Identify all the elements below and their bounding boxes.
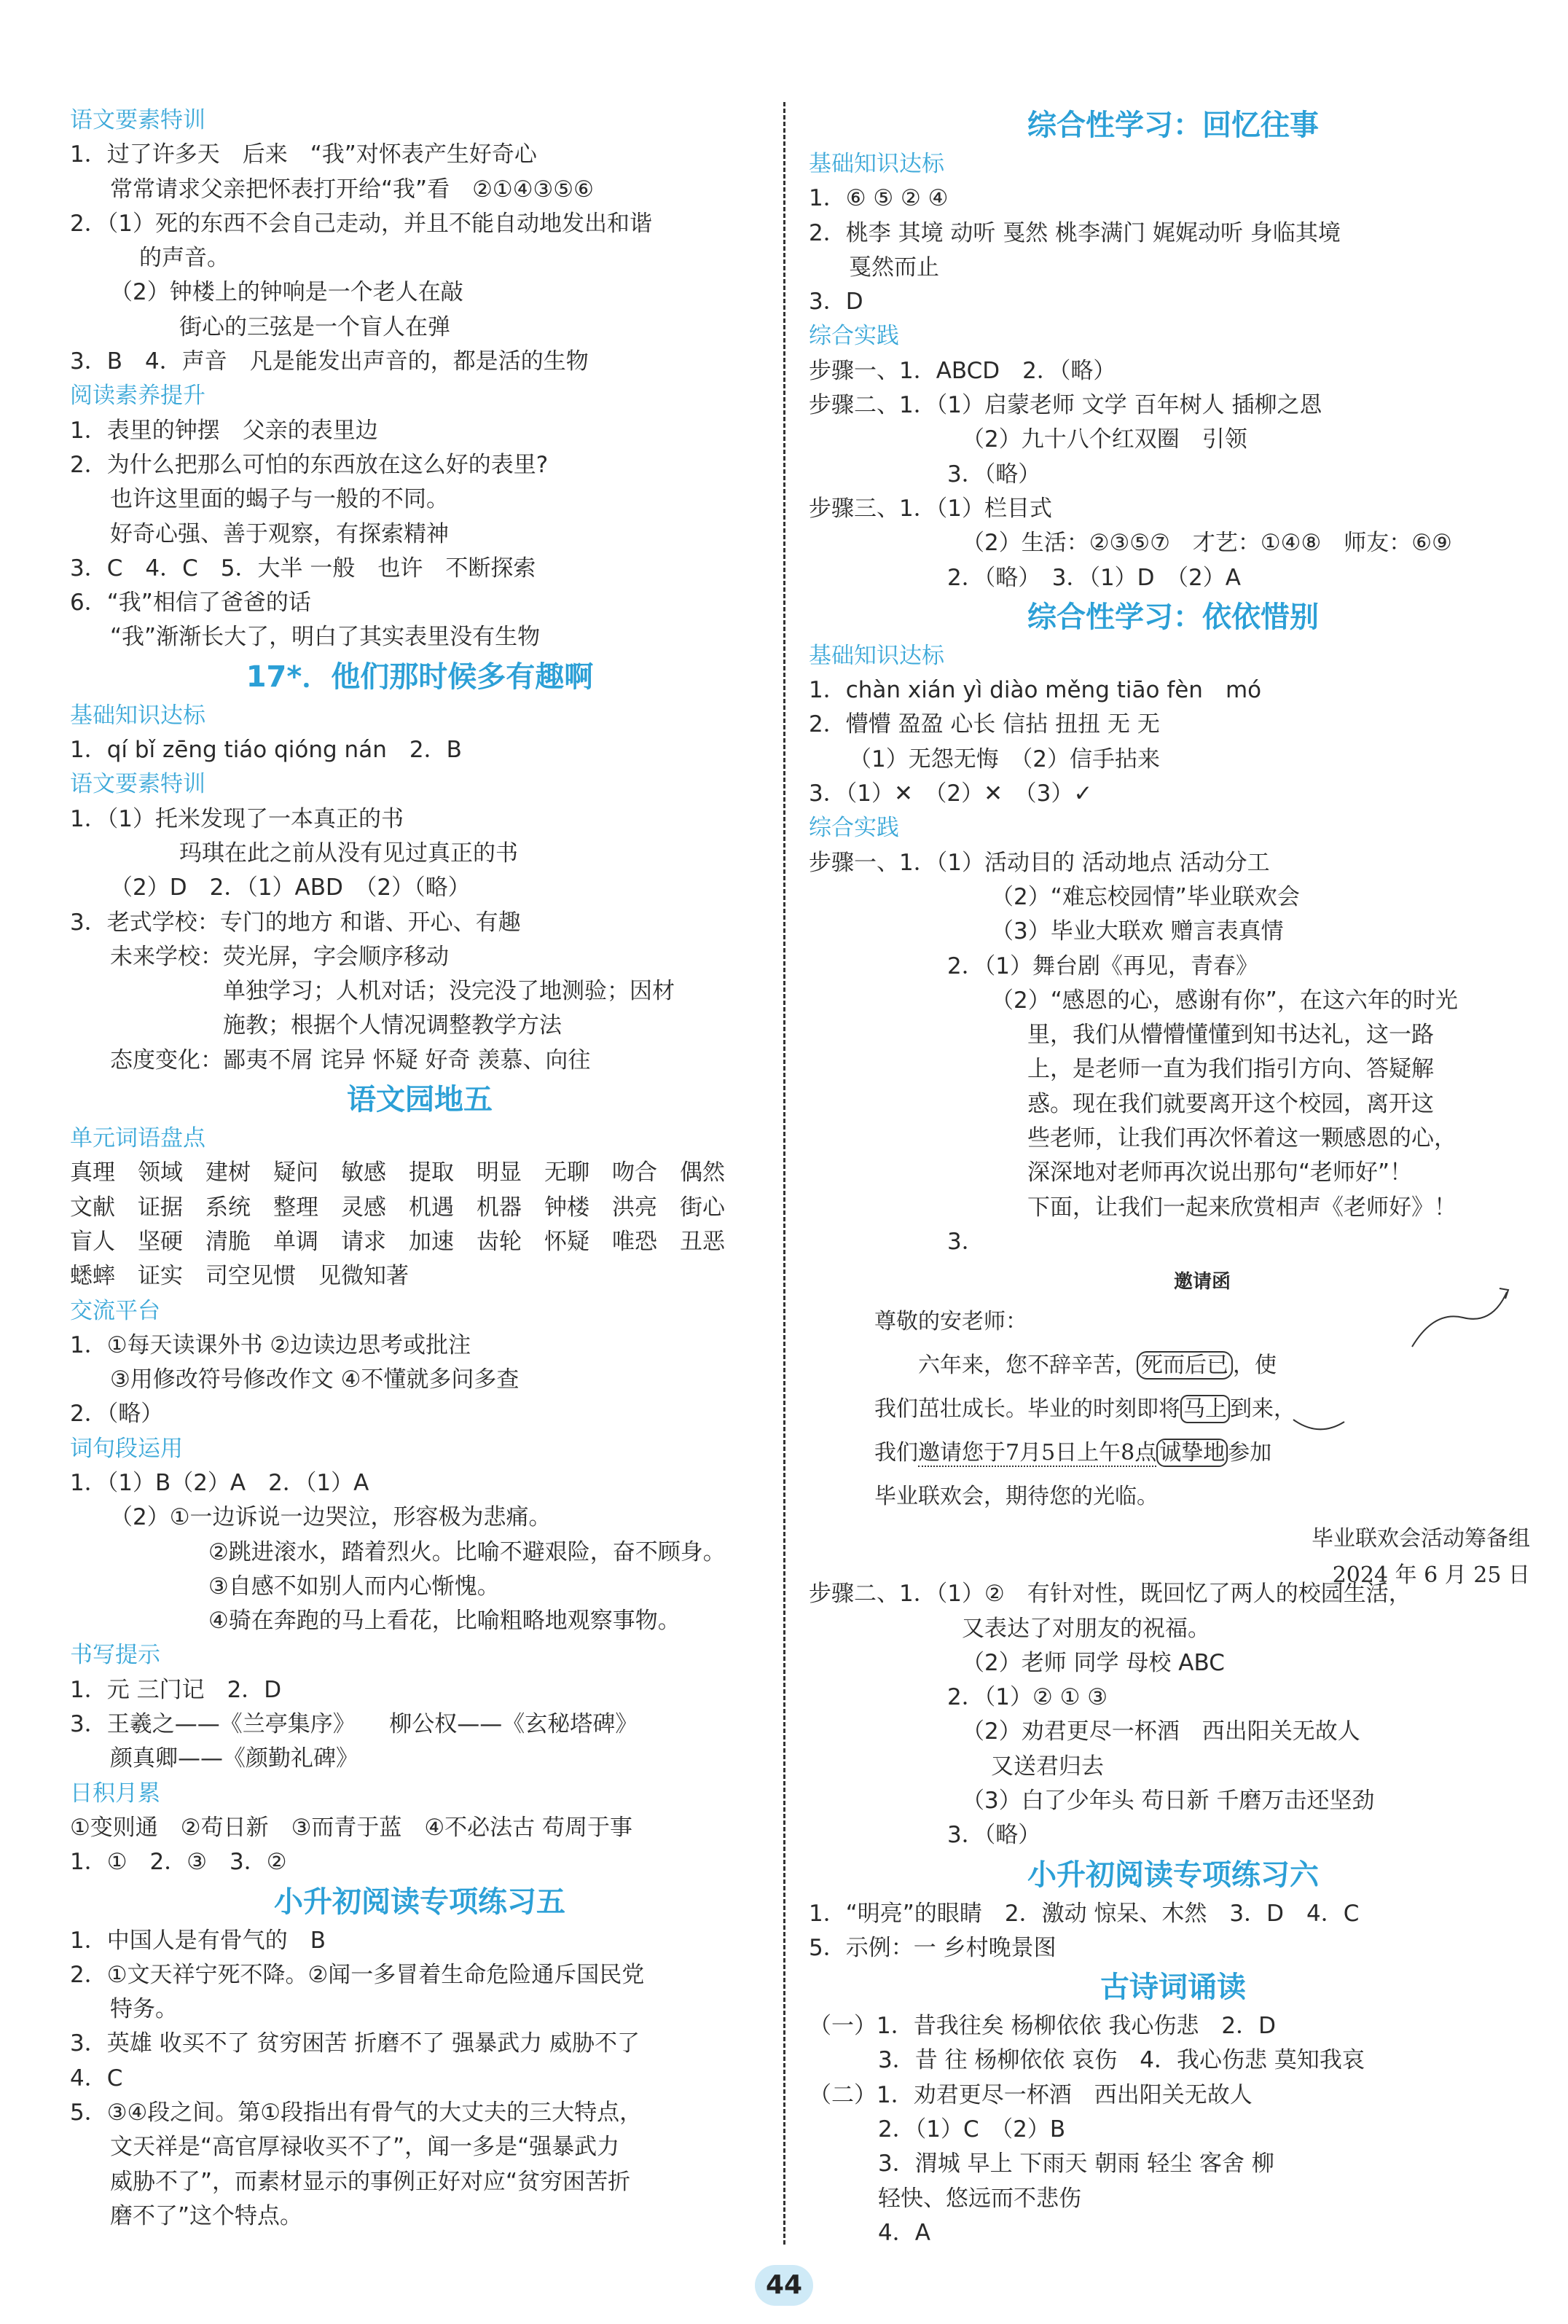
answer-line: 2．（略） 3．（1）D （2）A bbox=[947, 564, 1241, 591]
answer-line: 2．（1）舞台剧《再见，青春》 bbox=[947, 952, 1258, 979]
answer-line: 些老师，让我们再次怀着这一颗感恩的心， bbox=[1027, 1125, 1457, 1152]
invitation-date: 2024 年 6 月 25 日 bbox=[1332, 1562, 1530, 1589]
answer-line: 1．qí bǐ zēng tiáo qióng nán 2．B bbox=[70, 737, 462, 764]
answer-line: 3．B 4．声音 凡是能发出声音的，都是活的生物 bbox=[70, 348, 589, 375]
section-heading: 交流平台 bbox=[70, 1297, 160, 1324]
underlined-phrase: 邀请您于7月5日上午8点 bbox=[918, 1440, 1157, 1466]
answer-line: 2．（1）C （2）B bbox=[878, 2116, 1066, 2143]
answer-line: 上，是老师一直为我们指引方向、答疑解 bbox=[1027, 1056, 1434, 1083]
answer-line: 真理 领域 建树 疑问 敏感 提取 明显 无聊 吻合 偶然 bbox=[70, 1159, 725, 1186]
answer-line: 步骤三、1．（1）栏目式 bbox=[809, 495, 1052, 522]
answer-line: （2）“感恩的心，感谢有你”，在这六年的时光 bbox=[991, 987, 1458, 1014]
answer-line: （3）毕业大联欢 赠言表真情 bbox=[991, 918, 1284, 945]
section-heading: 综合实践 bbox=[809, 323, 899, 350]
answer-line: （2）劝君更尽一杯酒 西出阳关无故人 bbox=[962, 1718, 1360, 1745]
answer-line: 1．（1）托米发现了一本真正的书 bbox=[70, 805, 404, 832]
right-column bbox=[809, 103, 1537, 2250]
answer-line: 2．①文天祥宁死不降。②闻一多冒着生命危险通斥国民党 bbox=[70, 1961, 645, 1988]
answer-line: 盲人 坚硬 清脆 单调 请求 加速 齿轮 怀疑 唯恐 丑恶 bbox=[70, 1228, 725, 1255]
circled-phrase: 死而后已 bbox=[1137, 1351, 1233, 1380]
answer-line: 2．懵懵 盈盈 心长 信拈 扭扭 无 无 bbox=[809, 711, 1160, 738]
answer-line: 3．英雄 收买不了 贫穷困苦 折磨不了 强暴武力 威胁不了 bbox=[70, 2030, 640, 2057]
answer-line: 5．③④段之间。第①段指出有骨气的大丈夫的三大特点， bbox=[70, 2100, 643, 2127]
answer-line: ③用修改符号修改作文 ④不懂就多问多查 bbox=[110, 1366, 520, 1393]
answer-line: 威胁不了”，而素材显示的事例正好对应“贫穷困苦折 bbox=[110, 2168, 631, 2195]
answer-line: 常常请求父亲把怀表打开给“我”看 ②①④③⑤⑥ bbox=[110, 176, 594, 203]
answer-line: 3．D bbox=[809, 289, 863, 316]
invitation-line-1: 六年来，您不辞辛苦， 死而后已 ，使 bbox=[918, 1353, 1277, 1379]
answer-line: （2）老师 同学 母校 ABC bbox=[962, 1649, 1225, 1676]
answer-line: 也许这里面的蝎子与一般的不同。 bbox=[110, 486, 449, 513]
answer-line: 3．老式学校：专门的地方 和谐、开心、有趣 bbox=[70, 909, 521, 936]
answer-line: 深深地对老师再次说出那句“老师好”！ bbox=[1027, 1159, 1413, 1186]
invitation-salutation: 尊敬的安老师： bbox=[874, 1309, 1027, 1335]
answer-line: 未来学校：荧光屏，字会顺序移动 bbox=[110, 943, 449, 970]
answer-line: 2．桃李 其境 动听 戛然 桃李满门 娓娓动听 身临其境 bbox=[809, 219, 1341, 246]
invitation-line-4: 毕业联欢会，期待您的光临。 bbox=[874, 1484, 1159, 1510]
answer-line: 又表达了对朋友的祝福。 bbox=[962, 1615, 1210, 1642]
answer-line: （2）生活：②③⑤⑦ 才艺：①④⑧ 师友：⑥⑨ bbox=[962, 530, 1452, 557]
answer-line: 1．“明亮”的眼睛 2．激动 惊呆、木然 3．D 4．C bbox=[809, 1900, 1360, 1927]
answer-line: 颜真卿——《颜勤礼碑》 bbox=[110, 1745, 358, 1772]
section-heading: 阅读素养提升 bbox=[70, 383, 205, 410]
answer-line: 1．表里的钟摆 父亲的表里边 bbox=[70, 417, 378, 444]
lesson-title: 综合性学习：依依惜别 bbox=[1027, 600, 1319, 634]
invitation-letter bbox=[874, 1267, 1530, 1589]
right-column-top bbox=[809, 103, 1537, 1259]
answer-line: 1．① 2．③ 3．② bbox=[70, 1849, 287, 1876]
section-heading: 综合实践 bbox=[809, 815, 899, 842]
answer-line: 2．为什么把那么可怕的东西放在这么好的表里? bbox=[70, 451, 549, 478]
answer-line: 1．①每天读课外书 ②边读边思考或批注 bbox=[70, 1331, 471, 1358]
answer-line: 1．chàn xián yì diào měng tiāo fèn mó bbox=[809, 677, 1262, 704]
answer-line: 步骤二、1．（1）② 有针对性，既回忆了两人的校园生活， bbox=[809, 1581, 1411, 1608]
lesson-title: 小升初阅读专项练习五 bbox=[274, 1885, 565, 1919]
answer-line: 1．（1）B（2）A 2．（1）A bbox=[70, 1469, 369, 1496]
answer-line: 3．王羲之——《兰亭集序》 柳公权——《玄秘塔碑》 bbox=[70, 1711, 638, 1738]
lesson-title: 语文园地五 bbox=[347, 1083, 493, 1117]
answer-line: 3．C 4．C 5．大半 一般 也许 不断探索 bbox=[70, 555, 536, 582]
answer-line: 5．示例：一 乡村晚景图 bbox=[809, 1934, 1057, 1961]
circled-word: 诚挚地 bbox=[1156, 1439, 1228, 1467]
section-heading: 语文要素特训 bbox=[70, 107, 205, 133]
answer-line: 3．（略） bbox=[947, 461, 1041, 488]
insertion-mark-icon bbox=[1405, 1281, 1514, 1354]
invitation-title: 邀请函 bbox=[1173, 1271, 1231, 1294]
answer-line: 的声音。 bbox=[139, 245, 230, 272]
lesson-title: 综合性学习：回忆往事 bbox=[1027, 109, 1319, 142]
answer-line: “我”渐渐长大了，明白了其实表里没有生物 bbox=[110, 624, 541, 651]
answer-line: 1．⑥ ⑤ ② ④ bbox=[809, 185, 949, 212]
circled-word: 马上 bbox=[1180, 1395, 1230, 1423]
answer-line: （2）D 2．（1）ABD （2）（略） bbox=[110, 875, 471, 901]
answer-line: 戛然而止 bbox=[849, 254, 939, 281]
answer-line: 轻快、悠远而不悲伤 bbox=[878, 2185, 1081, 2212]
answer-line: （一）1．昔我往矣 杨柳依依 我心伤悲 2．D bbox=[809, 2013, 1277, 2040]
answer-line: 4．C bbox=[70, 2065, 123, 2092]
answer-line: 6．“我”相信了爸爸的话 bbox=[70, 590, 311, 617]
answer-line: （2）①一边诉说一边哭泣，形容极为悲痛。 bbox=[110, 1504, 552, 1531]
answer-line: 下面，让我们一起来欣赏相声《老师好》！ bbox=[1027, 1194, 1457, 1221]
answer-line: 步骤一、1．ABCD 2．（略） bbox=[809, 357, 1116, 384]
answer-line: 3．（略） bbox=[947, 1822, 1041, 1849]
left-column bbox=[70, 103, 769, 2234]
right-column-bottom bbox=[809, 1577, 1537, 2250]
answer-line: 3． bbox=[947, 1228, 984, 1255]
section-heading: 语文要素特训 bbox=[70, 771, 205, 798]
answer-line: 又送君归去 bbox=[991, 1753, 1104, 1780]
answer-line: （2）“难忘校园情”毕业联欢会 bbox=[991, 883, 1300, 910]
answer-line: 特务。 bbox=[110, 1996, 178, 2023]
answer-line: 蟋蟀 证实 司空见惯 见微知著 bbox=[70, 1263, 409, 1290]
answer-line: ③自感不如别人而内心惭愧。 bbox=[208, 1573, 500, 1600]
answer-line: 2．（1）② ① ③ bbox=[947, 1684, 1108, 1711]
insertion-caret-icon bbox=[1290, 1416, 1348, 1445]
answer-line: 磨不了”这个特点。 bbox=[110, 2202, 303, 2229]
invitation-line-3: 我们邀请您于7月5日上午8点 诚挚地 参加 bbox=[874, 1440, 1272, 1466]
answer-line: （2）九十八个红双圈 引领 bbox=[962, 426, 1247, 453]
invitation-signature: 毕业联欢会活动筹备组 bbox=[1312, 1526, 1530, 1552]
answer-line: （二）1．劝君更尽一杯酒 西出阳关无故人 bbox=[809, 2081, 1253, 2108]
section-heading: 词句段运用 bbox=[70, 1435, 183, 1462]
section-heading: 基础知识达标 bbox=[809, 642, 944, 669]
answer-line: 3．渭城 早上 下雨天 朝雨 轻尘 客舍 柳 bbox=[878, 2151, 1274, 2178]
lesson-title: 古诗词诵读 bbox=[1100, 1971, 1246, 2005]
section-heading: 基础知识达标 bbox=[809, 151, 944, 177]
answer-line: 2．（1）死的东西不会自己走动，并且不能自动地发出和谐 bbox=[70, 210, 652, 237]
answer-line: 4．A bbox=[878, 2219, 930, 2246]
answer-line: 1．过了许多天 后来 “我”对怀表产生好奇心 bbox=[70, 141, 537, 168]
answer-line: 街心的三弦是一个盲人在弹 bbox=[179, 313, 450, 340]
answer-line: 好奇心强、善于观察，有探索精神 bbox=[110, 520, 449, 547]
column-divider bbox=[783, 102, 785, 2245]
answer-line: 惑。现在我们就要离开这个校园，离开这 bbox=[1027, 1090, 1434, 1117]
answer-line: 1．元 三门记 2．D bbox=[70, 1676, 282, 1703]
answer-line: ①变则通 ②苟日新 ③而青于蓝 ④不必法古 苟周于事 bbox=[70, 1814, 633, 1841]
section-heading: 基础知识达标 bbox=[70, 702, 205, 729]
answer-line: （3）白了少年头 苟日新 千磨万击还坚劲 bbox=[962, 1787, 1375, 1814]
lesson-title: 17*．他们那时候多有趣啊 bbox=[246, 660, 594, 694]
answer-line: 3．昔 往 杨柳依依 哀伤 4．我心伤悲 莫知我哀 bbox=[878, 2047, 1365, 2074]
answer-line: 玛琪在此之前从没有见过真正的书 bbox=[179, 840, 518, 866]
answer-line: 文天祥是“高官厚禄收买不了”，闻一多是“强暴武力 bbox=[110, 2134, 620, 2161]
answer-line: 单独学习；人机对话；没完没了地测验；因材 bbox=[223, 978, 675, 1005]
answer-line: 3．（1）✕ （2）✕ （3）✓ bbox=[809, 780, 1093, 807]
answer-line: ②跳进滚水，踏着烈火。比喻不避艰险，奋不顾身。 bbox=[208, 1538, 726, 1565]
answer-line: 2．（略） bbox=[70, 1401, 164, 1428]
answer-line: 态度变化：鄙夷不屑 诧异 怀疑 好奇 羡慕、向往 bbox=[110, 1046, 591, 1073]
section-heading: 书写提示 bbox=[70, 1642, 160, 1669]
answer-line: （2）钟楼上的钟响是一个老人在敲 bbox=[110, 279, 463, 306]
answer-line: 步骤一、1．（1）活动目的 活动地点 活动分工 bbox=[809, 849, 1270, 876]
section-heading: 日积月累 bbox=[70, 1780, 160, 1807]
answer-line: 文献 证据 系统 整理 灵感 机遇 机器 钟楼 洪亮 街心 bbox=[70, 1194, 725, 1221]
answer-line: ④骑在奔跑的马上看花，比喻粗略地观察事物。 bbox=[208, 1608, 681, 1635]
answer-line: 步骤二、1．（1）启蒙老师 文学 百年树人 插柳之恩 bbox=[809, 392, 1322, 419]
answer-line: 施教；根据个人情况调整教学方法 bbox=[223, 1012, 562, 1039]
lesson-title: 小升初阅读专项练习六 bbox=[1027, 1858, 1319, 1892]
answer-line: （1）无怨无悔 （2）信手拈来 bbox=[849, 746, 1160, 772]
page-number: 44 bbox=[755, 2265, 813, 2306]
invitation-line-2: 我们茁壮成长。毕业的时刻即将 马上 到来， bbox=[874, 1396, 1295, 1423]
answer-line: 1．中国人是有骨气的 B bbox=[70, 1927, 326, 1954]
answer-line: 里，我们从懵懵懂懂到知书达礼，这一路 bbox=[1027, 1022, 1434, 1049]
section-heading: 单元词语盘点 bbox=[70, 1125, 205, 1152]
